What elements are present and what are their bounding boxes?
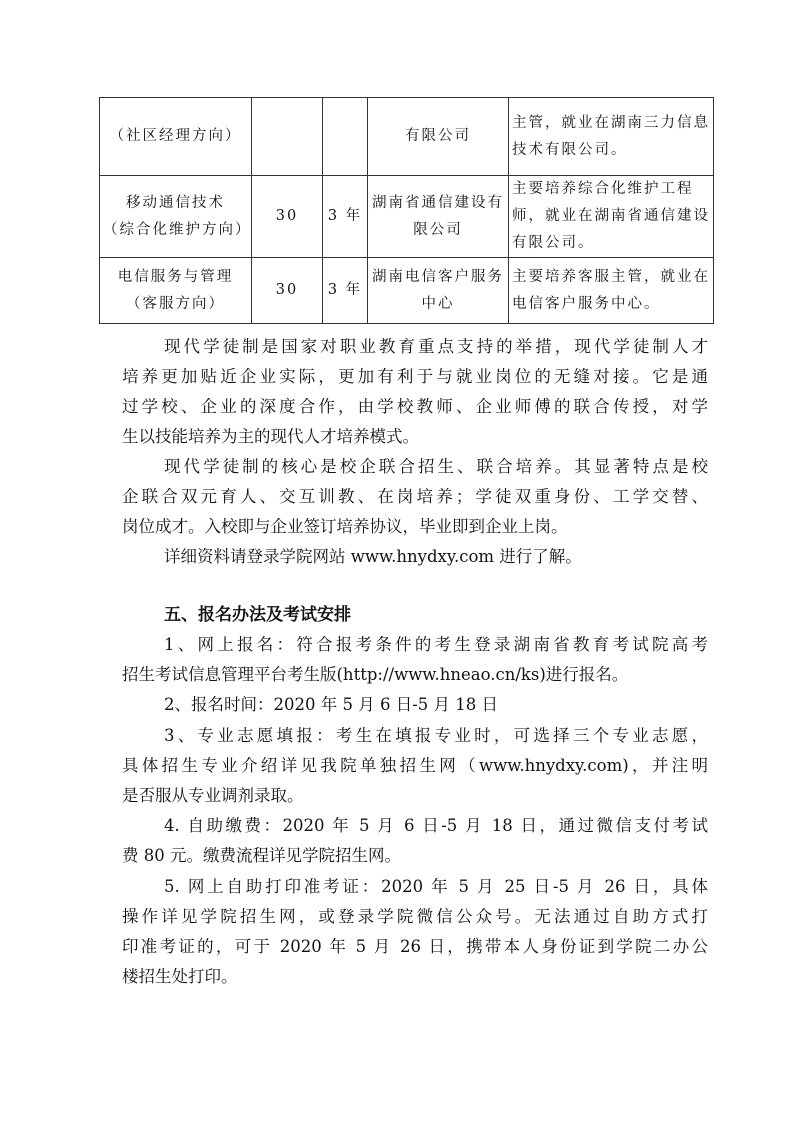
paragraph-website-info [122, 542, 708, 572]
cell-text: 电信服务与管理 [117, 268, 234, 285]
text-line: 具体招生专业介绍详见我院单独招生网（www.hnydxy.com)，并注明 [122, 756, 708, 775]
cell-text: 技术有限公司。 [512, 141, 628, 158]
cell-text: 中心 [421, 295, 455, 312]
table-row [100, 98, 714, 176]
section-heading: 五、报名办法及考试安排 [164, 605, 351, 625]
major-cell [100, 258, 252, 324]
text-line: 生以技能培养为主的现代人才培养模式。 [122, 427, 419, 446]
text-line: 4. 自助缴费：2020 年 5 月 6 日-5 月 18 日，通过微信支付考试 [164, 816, 708, 835]
text-line: 3、专业志愿填报：考生在填报专业时，可选择三个专业志愿， [164, 726, 708, 745]
text-line: 是否服从专业调剂录取。 [122, 786, 304, 805]
text-line: 2、报名时间：2020 年 5 月 6 日-5 月 18 日 [164, 695, 499, 714]
description-cell [509, 98, 714, 176]
paragraph-apprenticeship-core [122, 452, 708, 542]
company-cell [368, 258, 509, 324]
cell-text: 师，就业在湖南省通信建设 [512, 208, 710, 224]
item-admission-ticket [122, 872, 708, 992]
cell-text: 3 年 [327, 208, 363, 224]
cell-text: 有限公司 [405, 128, 471, 144]
major-cell [100, 176, 252, 258]
cell-text: （综合化维护方向） [103, 221, 252, 238]
text-line: 岗位成才。入校即与企业签订培养协议，毕业即到企业上岗。 [122, 517, 568, 536]
item-registration-time [122, 690, 708, 720]
text-line: 培养更加贴近企业实际，更加有利于与就业岗位的无缝对接。它是通 [122, 367, 708, 386]
text-line: 现代学徒制的核心是校企联合招生、联合培养。其显著特点是校 [164, 457, 708, 476]
cell-text: 移动通信技术 [126, 194, 225, 211]
text-line: 操作详见学院招生网，或登录学院微信公众号。无法通过自助方式打 [122, 907, 708, 926]
cell-text: 3 年 [327, 282, 363, 298]
item-online-registration [122, 630, 708, 690]
text-line: 招生考试信息管理平台考生版(http://www.hneao.cn/ks)进行报名。 [122, 665, 629, 684]
text-line: 印准考证的，可于 2020 年 5 月 26 日，携带本人身份证到学院二办公 [122, 937, 708, 956]
majors-table [99, 97, 714, 324]
cell-text: 30 [275, 208, 299, 224]
company-cell [368, 176, 509, 258]
count-cell [252, 258, 323, 324]
description-cell [509, 176, 714, 258]
years-cell [323, 176, 368, 258]
cell-text: 主要培养客服主管，就业在 [512, 268, 710, 285]
text-line: 企联合双元育人、交互训教、在岗培养；学徒双重身份、工学交替、 [122, 487, 708, 506]
text-line: 5. 网上自助打印准考证：2020 年 5 月 25 日-5 月 26 日，具体 [164, 877, 708, 896]
item-major-preference [122, 721, 708, 811]
cell-text: 限公司 [413, 221, 463, 238]
text-line: 费 80 元。缴费流程详见学院招生网。 [122, 846, 401, 865]
cell-text: 30 [275, 282, 299, 298]
text-line: 过学校、企业的深度合作，由学校教师、企业师傅的联合传授，对学 [122, 397, 708, 416]
years-cell [323, 98, 368, 176]
text-line: 楼招生处打印。 [122, 967, 238, 986]
text-line: 现代学徒制是国家对职业教育重点支持的举措，现代学徒制人才 [164, 337, 708, 356]
cell-text: 有限公司。 [512, 235, 595, 251]
description-cell [509, 258, 714, 324]
cell-text: 湖南电信客户服务 [372, 268, 504, 285]
cell-text: （社区经理方向） [109, 128, 242, 144]
item-self-payment [122, 811, 708, 871]
cell-text: 电信客户服务中心。 [512, 295, 661, 312]
cell-text: 主管，就业在湖南三力信息 [512, 114, 710, 131]
major-cell [100, 98, 252, 176]
table-row [100, 258, 714, 324]
company-cell [368, 98, 509, 176]
cell-text: 湖南省通信建设有 [372, 194, 504, 211]
count-cell [252, 98, 323, 176]
years-cell [323, 258, 368, 324]
count-cell [252, 176, 323, 258]
table-row [100, 176, 714, 258]
text-line: 详细资料请登录学院网站 www.hnydxy.com 进行了解。 [164, 547, 582, 566]
text-line: 1、网上报名：符合报考条件的考生登录湖南省教育考试院高考 [164, 635, 708, 654]
paragraph-apprenticeship-intro [122, 332, 708, 452]
cell-text: 主要培养综合化维护工程 [512, 181, 694, 197]
cell-text: （客服方向） [126, 295, 225, 312]
